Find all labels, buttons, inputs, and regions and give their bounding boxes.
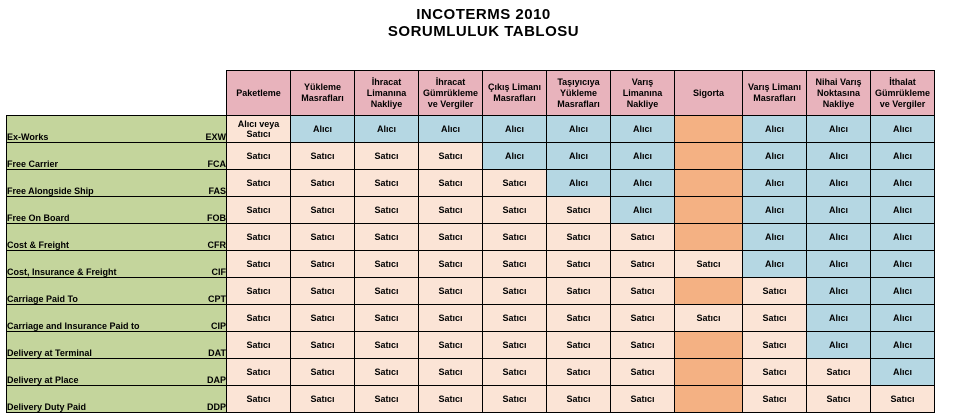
seller-cell: Satıcı (227, 359, 291, 386)
seller-cell: Satıcı (227, 197, 291, 224)
buyer-cell: Alıcı (807, 143, 871, 170)
seller-cell: Satıcı (807, 359, 871, 386)
term-name: Ex-Works (7, 116, 167, 143)
table-row (7, 197, 935, 224)
buyer-cell: Alıcı (355, 116, 419, 143)
seller-cell: Satıcı (355, 278, 419, 305)
buyer-cell: Alıcı (743, 197, 807, 224)
term-code: FCA (167, 143, 227, 170)
buyer-cell: Alıcı (871, 116, 935, 143)
table-body (7, 116, 935, 413)
seller-cell: Satıcı (483, 224, 547, 251)
buyer-cell: Alıcı (743, 251, 807, 278)
table-row (7, 251, 935, 278)
seller-cell: Satıcı (743, 359, 807, 386)
seller-cell: Satıcı (483, 359, 547, 386)
column-header: Nihai Varış Noktasına Nakliye (807, 71, 871, 116)
buyer-cell: Alıcı (871, 305, 935, 332)
term-name: Cost & Freight (7, 224, 167, 251)
column-header: İthalat Gümrükleme ve Vergiler (871, 71, 935, 116)
seller-cell: Satıcı (419, 332, 483, 359)
insurance-cell (675, 359, 743, 386)
buyer-cell: Alıcı (871, 251, 935, 278)
term-name: Carriage Paid To (7, 278, 167, 305)
seller-cell: Satıcı (547, 251, 611, 278)
seller-cell: Satıcı (547, 305, 611, 332)
column-header: İhracat Gümrükleme ve Vergiler (419, 71, 483, 116)
seller-cell: Satıcı (419, 305, 483, 332)
table-row (7, 116, 935, 143)
title-line-2: SORUMLULUK TABLOSU (387, 23, 580, 40)
incoterms-table (6, 70, 935, 413)
seller-cell: Satıcı (355, 332, 419, 359)
header-row (7, 71, 935, 116)
seller-cell: Satıcı (227, 386, 291, 413)
page-title (0, 6, 967, 40)
column-header: Sigorta (675, 71, 743, 116)
buyer-cell: Alıcı (871, 278, 935, 305)
seller-cell: Satıcı (291, 170, 355, 197)
term-name: Cost, Insurance & Freight (7, 251, 167, 278)
seller-cell: Satıcı (547, 332, 611, 359)
seller-cell: Satıcı (355, 170, 419, 197)
buyer-cell: Alıcı (291, 116, 355, 143)
seller-cell: Satıcı (355, 143, 419, 170)
term-code: CIP (167, 305, 227, 332)
seller-cell: Satıcı (291, 386, 355, 413)
buyer-cell: Alıcı (871, 197, 935, 224)
seller-cell: Satıcı (227, 278, 291, 305)
seller-cell: Satıcı (291, 278, 355, 305)
column-header: Varış Limanına Nakliye (611, 71, 675, 116)
insurance-cell (675, 224, 743, 251)
seller-cell: Satıcı (419, 278, 483, 305)
term-name: Delivery Duty Paid (7, 386, 167, 413)
seller-cell: Satıcı (291, 359, 355, 386)
buyer-cell: Alıcı (547, 116, 611, 143)
seller-cell: Satıcı (355, 251, 419, 278)
seller-cell: Satıcı (483, 170, 547, 197)
seller-cell: Satıcı (419, 359, 483, 386)
term-code: DAP (167, 359, 227, 386)
seller-cell: Satıcı (611, 251, 675, 278)
term-code: CFR (167, 224, 227, 251)
buyer-cell: Alıcı (419, 116, 483, 143)
seller-cell: Satıcı (355, 386, 419, 413)
seller-cell: Satıcı (611, 359, 675, 386)
seller-cell: Satıcı (675, 251, 743, 278)
term-name: Free Alongside Ship (7, 170, 167, 197)
seller-cell: Satıcı (547, 386, 611, 413)
seller-cell: Satıcı (355, 197, 419, 224)
seller-cell: Satıcı (743, 278, 807, 305)
buyer-cell: Alıcı (547, 170, 611, 197)
seller-cell: Satıcı (227, 143, 291, 170)
seller-cell: Satıcı (483, 278, 547, 305)
seller-cell: Satıcı (291, 332, 355, 359)
table-row (7, 224, 935, 251)
term-code: CPT (167, 278, 227, 305)
seller-cell: Satıcı (611, 224, 675, 251)
buyer-cell: Alıcı (483, 116, 547, 143)
buyer-cell: Alıcı (871, 359, 935, 386)
term-code: DDP (167, 386, 227, 413)
seller-cell: Satıcı (419, 251, 483, 278)
header-corner-empty (167, 71, 227, 116)
seller-cell: Satıcı (743, 332, 807, 359)
column-header: Varış Limanı Masrafları (743, 71, 807, 116)
buyer-cell: Alıcı (611, 170, 675, 197)
insurance-cell (675, 278, 743, 305)
term-code: FAS (167, 170, 227, 197)
seller-cell: Satıcı (483, 251, 547, 278)
table-row (7, 332, 935, 359)
insurance-cell (675, 386, 743, 413)
column-header: Yükleme Masrafları (291, 71, 355, 116)
seller-cell: Satıcı (743, 305, 807, 332)
table-row (7, 386, 935, 413)
buyer-cell: Alıcı (807, 332, 871, 359)
seller-cell: Satıcı (291, 197, 355, 224)
seller-cell: Satıcı (291, 143, 355, 170)
buyer-cell: Alıcı (871, 170, 935, 197)
seller-cell: Satıcı (547, 278, 611, 305)
buyer-cell: Alıcı (807, 170, 871, 197)
seller-cell: Satıcı (611, 278, 675, 305)
seller-cell: Satıcı (675, 305, 743, 332)
seller-cell: Satıcı (419, 143, 483, 170)
seller-cell: Satıcı (291, 224, 355, 251)
table-row (7, 359, 935, 386)
seller-cell: Satıcı (611, 332, 675, 359)
column-header: Çıkış Limanı Masrafları (483, 71, 547, 116)
column-header: Taşıyıcıya Yükleme Masrafları (547, 71, 611, 116)
table-row (7, 278, 935, 305)
term-code: DAT (167, 332, 227, 359)
insurance-cell (675, 143, 743, 170)
seller-cell: Satıcı (611, 386, 675, 413)
insurance-cell (675, 197, 743, 224)
seller-cell: Satıcı (483, 386, 547, 413)
column-header: İhracat Limanına Nakliye (355, 71, 419, 116)
buyer-cell: Alıcı (807, 278, 871, 305)
table-row (7, 170, 935, 197)
buyer-cell: Alıcı (807, 305, 871, 332)
buyer-cell: Alıcı (743, 143, 807, 170)
buyer-cell: Alıcı (807, 197, 871, 224)
seller-cell: Satıcı (743, 386, 807, 413)
term-name: Carriage and Insurance Paid to (7, 305, 167, 332)
term-name: Free Carrier (7, 143, 167, 170)
buyer-cell: Alıcı (547, 143, 611, 170)
seller-cell: Satıcı (483, 197, 547, 224)
buyer-cell: Alıcı (611, 197, 675, 224)
seller-cell: Satıcı (355, 359, 419, 386)
buyer-cell: Alıcı (743, 170, 807, 197)
seller-cell: Satıcı (227, 224, 291, 251)
seller-cell: Satıcı (355, 305, 419, 332)
seller-cell: Satıcı (871, 386, 935, 413)
seller-cell: Satıcı (419, 386, 483, 413)
buyer-cell: Alıcı (871, 143, 935, 170)
table-row (7, 143, 935, 170)
seller-cell: Satıcı (547, 359, 611, 386)
buyer-cell: Alıcı (743, 116, 807, 143)
buyer-cell: Alıcı (611, 143, 675, 170)
seller-cell: Satıcı (227, 170, 291, 197)
term-code: FOB (167, 197, 227, 224)
seller-cell: Satıcı (419, 224, 483, 251)
insurance-cell (675, 332, 743, 359)
seller-cell: Satıcı (547, 197, 611, 224)
table-row (7, 305, 935, 332)
term-code: CIF (167, 251, 227, 278)
seller-cell: Satıcı (355, 224, 419, 251)
buyer-cell: Alıcı (807, 224, 871, 251)
buyer-cell: Alıcı (807, 116, 871, 143)
insurance-cell (675, 116, 743, 143)
seller-cell: Satıcı (807, 386, 871, 413)
buyer-cell: Alıcı (611, 116, 675, 143)
seller-cell: Satıcı (483, 305, 547, 332)
column-header: Paketleme (227, 71, 291, 116)
seller-cell: Satıcı (611, 305, 675, 332)
seller-cell: Satıcı (419, 197, 483, 224)
term-name: Delivery at Place (7, 359, 167, 386)
seller-cell: Satıcı (291, 305, 355, 332)
buyer-cell: Alıcı (871, 332, 935, 359)
insurance-cell (675, 170, 743, 197)
seller-cell: Satıcı (483, 332, 547, 359)
term-name: Delivery at Terminal (7, 332, 167, 359)
seller-cell: Satıcı (291, 251, 355, 278)
seller-cell: Satıcı (227, 332, 291, 359)
title-line-1: INCOTERMS 2010 (416, 6, 551, 23)
buyer-cell: Alıcı (483, 143, 547, 170)
buyer-cell: Alıcı (871, 224, 935, 251)
seller-cell: Satıcı (227, 251, 291, 278)
seller-cell: Satıcı (419, 170, 483, 197)
seller-cell: Satıcı (547, 224, 611, 251)
buyer-cell: Alıcı (743, 224, 807, 251)
seller-cell: Satıcı (227, 305, 291, 332)
term-code: EXW (167, 116, 227, 143)
header-corner-empty (7, 71, 167, 116)
seller-cell: Alıcı veya Satıcı (227, 116, 291, 143)
buyer-cell: Alıcı (807, 251, 871, 278)
term-name: Free On Board (7, 197, 167, 224)
